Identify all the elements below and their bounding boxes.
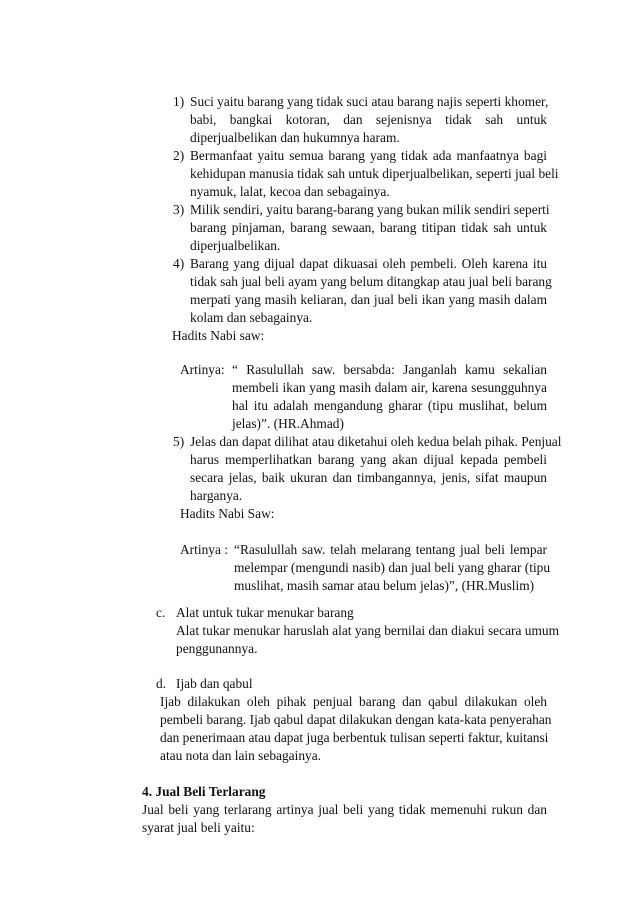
hadits-text-line: melempar (mengundi nasib) dan jual beli yang gharar (tipu bbox=[234, 560, 551, 575]
section-title: Ijab dan qabul bbox=[176, 676, 253, 691]
hadits-text-line: jelas)”. (HR.Ahmad) bbox=[232, 416, 344, 431]
item-text-line: kehidupan manusia tidak sah untuk diperjualbelikan, seperti jual beli bbox=[190, 166, 559, 181]
hadits-text-line: “ Rasulullah saw. bersabda: Janganlah kamu sekalian bbox=[232, 362, 547, 377]
item-text-line: babi, bangkai kotoran, dan sejenisnya tidak sah untuk bbox=[190, 112, 547, 127]
item-text-line: secara jelas, baik ukuran dan timbangannya, jenis, sifat maupun bbox=[190, 470, 547, 485]
item-text-line: harganya. bbox=[190, 488, 243, 503]
item-text-line: Milik sendiri, yaitu barang-barang yang bukan milik sendiri seperti bbox=[190, 202, 550, 217]
section-title: Alat untuk tukar menukar barang bbox=[176, 605, 354, 620]
hadits-text-line: muslihat, masih samar atau belum jelas)”, (HR.Muslim) bbox=[234, 578, 535, 593]
item-number: 5) bbox=[173, 434, 185, 449]
item-number: 3) bbox=[173, 202, 185, 217]
item-text-line: Suci yaitu barang yang tidak suci atau barang najis seperti khomer, bbox=[190, 94, 549, 109]
item-text-line: Jelas dan dapat dilihat atau diketahui oleh kedua belah pihak. Penjual bbox=[190, 434, 562, 449]
hadits-label: Artinya : bbox=[180, 542, 228, 557]
section-label: c. bbox=[156, 605, 166, 620]
hadits-text-line: hal itu adalah mengandung gharar (tipu muslihat, belum bbox=[232, 398, 547, 413]
item-text-line: merpati yang masih keliaran, dan jual beli ikan yang masih dalam bbox=[190, 292, 547, 307]
item-text-line: harus memperlihatkan barang yang akan dijual kepada pembeli bbox=[190, 452, 547, 467]
item-number: 1) bbox=[173, 94, 185, 109]
item-number: 4) bbox=[173, 256, 185, 271]
section-text-line: Ijab dilakukan oleh pihak penjual barang dan qabul dilakukan oleh bbox=[160, 694, 547, 709]
item-text-line: diperjualbelikan dan hukumnya haram. bbox=[190, 130, 400, 145]
section-text-line: Jual beli yang terlarang artinya jual beli yang tidak memenuhi rukun dan bbox=[142, 802, 547, 817]
section-text-line: syarat jual beli yaitu: bbox=[142, 820, 255, 835]
hadits-heading: Hadits Nabi Saw: bbox=[180, 506, 275, 521]
item-text-line: kolam dan sebagainya. bbox=[190, 310, 313, 325]
section-text-line: penggunannya. bbox=[176, 641, 258, 656]
section-label: d. bbox=[156, 676, 167, 691]
item-text-line: nyamuk, lalat, kecoa dan sebagainya. bbox=[190, 184, 390, 199]
hadits-label: Artinya: bbox=[180, 362, 225, 377]
section-text-line: Alat tukar menukar haruslah alat yang bernilai dan diakui secara umum bbox=[176, 623, 559, 638]
hadits-heading: Hadits Nabi saw: bbox=[172, 328, 265, 343]
item-number: 2) bbox=[173, 148, 185, 163]
section-text-line: pembeli barang. Ijab qabul dapat dilakukan dengan kata-kata penyerahan bbox=[160, 712, 552, 727]
item-text-line: Barang yang dijual dapat dikuasai oleh pembeli. Oleh karena itu bbox=[190, 256, 547, 271]
section-heading: 4. Jual Beli Terlarang bbox=[142, 784, 266, 799]
hadits-text-line: “Rasulullah saw. telah melarang tentang jual beli lempar bbox=[234, 542, 547, 557]
item-text-line: diperjualbelikan. bbox=[190, 238, 281, 253]
item-text-line: barang pinjaman, barang sewaan, barang titipan tidak sah untuk bbox=[190, 220, 547, 235]
item-text-line: Bermanfaat yaitu semua barang yang tidak ada manfaatnya bagi bbox=[190, 148, 547, 163]
hadits-text-line: membeli ikan yang masih dalam air, karena sesungguhnya bbox=[232, 380, 547, 395]
section-text-line: dan penerimaan atau dapat juga berbentuk tulisan seperti faktur, kuitansi bbox=[160, 730, 549, 745]
section-text-line: atau nota dan lain sebagainya. bbox=[160, 748, 321, 763]
item-text-line: tidak sah jual beli ayam yang belum ditangkap atau jual beli barang bbox=[190, 274, 552, 289]
